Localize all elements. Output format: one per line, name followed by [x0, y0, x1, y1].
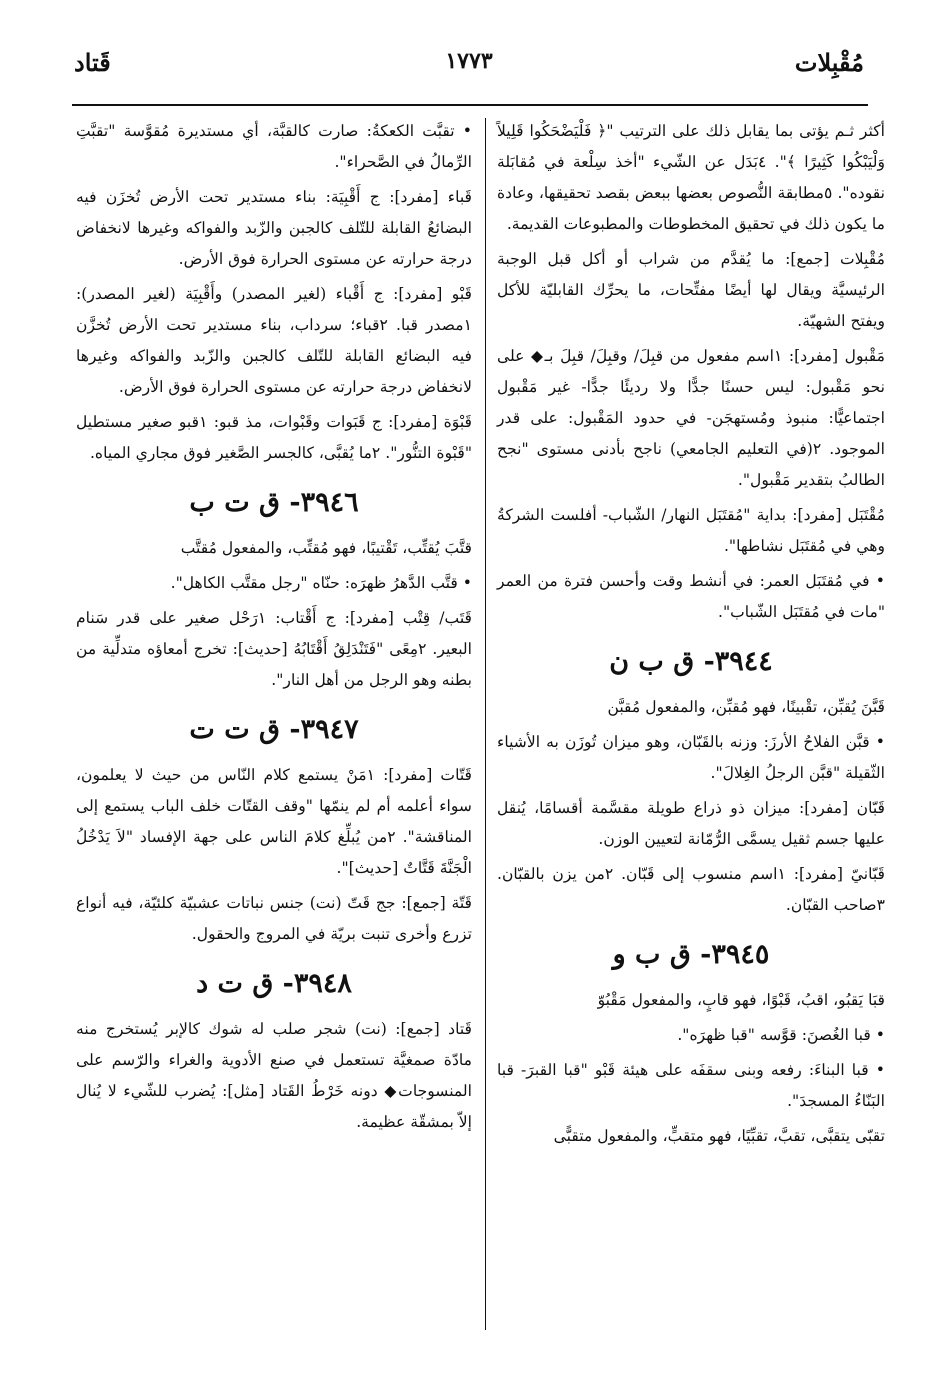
column-divider	[485, 118, 486, 1330]
root-heading: ٣٩٤٦- ق ت ب	[189, 487, 359, 518]
dictionary-entry: • في مُقتَبَل العمر: في أنشط وقت وأحسن فترة من العمر "مات في مُقتَبَل الشّباب".	[497, 572, 885, 621]
dictionary-entry: مَقْبول [مفرد]: ١اسم مفعول من قبِلَ/ وقبِلَ/ قبِلَ بـ◆ على نحو مَقْبول: ليس حسنًا جدًّا ولا رديئًا جدًّا- غير مَقْبول اجتماعيًّا: منبوذ ومُستهجَن- في حدود المَقْبول: على قدر الموجود. ٢(في التعليم الجامعي) ناجح بأدنى مستوى "نجح الطالبُ بتقدير مَقْبول".	[497, 347, 885, 489]
left-column	[76, 116, 472, 1142]
dictionary-entry: قَتّات [مفرد]: ١مَنْ يستمع كلام النّاس من حيث لا يعلمون، سواء أعلمه أم لم ينمّها "وقف القتّات خلف الباب يستمع إلى المناقشة". ٢من يُبلِّغ كلامَ الناس على جهة الإفساد "لاَ يَدْخُلُ الْجَنَّةَ قَتَّاتٌ [حديث]".	[76, 766, 472, 877]
dictionary-entry: • قبَّن الفلاحُ الأرزَ: وزنه بالقَبّان، وهو ميزان تُوزَن به الأشياء الثّقيلة "قبَّن الرجلُ الغِلالَ".	[497, 733, 885, 782]
dictionary-entry: قَتّة [جمع]: جج قَتّ (نت) جنس نباتات عشبيّة كلئيّة، فيه أنواع تزرع وأخرى تنبت بريّة في المروج والحقول.	[76, 894, 472, 943]
dictionary-entry: تقبّى يتقبَّى، تقبَّ، تقبِّيًا، فهو متقبٍّ، والمفعول متقبًّى	[553, 1127, 885, 1145]
dictionary-entry: قَتاد [جمع]: (نت) شجر صلب له شوك كالإبر يُستخرج منه مادّة صمغيَّة تستعمل في صنع الأدوية والغراء والرّسم على المنسوجات◆ دونه خَرْطُ القَتاد [مثل]: يُضرب للشّيء لا يُنال إلاّ بمشقّة عظيمة.	[76, 1020, 472, 1131]
dictionary-entry: قتَّبَ يُقتِّب، تَقْتيبًا، فهو مُقتِّب، والمفعول مُقتَّب	[180, 539, 472, 557]
dictionary-entry: قبَا يَقبُو، اقبُ، قَبْوًا، فهو قابٍ، والمفعول مَقْبُوّ	[597, 991, 885, 1009]
dictionary-entry: • قبا البناءَ: رفعه وبنى سقفَه على هيئة قَبْو "قبا القبرَ- قبا البَنّاءُ المسجدَ".	[497, 1061, 885, 1110]
root-heading: ٣٩٤٨- ق ت د	[196, 968, 352, 999]
dictionary-entry: قَبَّنَ يُقبِّن، تقْبينًا، فهو مُقبِّن، والمفعول مُقبَّن	[607, 698, 885, 716]
root-heading: ٣٩٤٧- ق ت ت	[189, 714, 359, 745]
header-rule	[72, 104, 868, 106]
root-heading: ٣٩٤٤- ق ب ن	[609, 646, 773, 677]
page-header	[74, 48, 864, 88]
header-last-word: قَتاد	[74, 48, 111, 77]
dictionary-entry: قَبْو [مفرد]: ج أَقْباء (لغير المصدر) وأَقْبِيَة (لغير المصدر): ١مصدر قبا. ٢قباء؛ سرداب، بناء مستدير تحت الأرض تُخزَّن فيه البضائع القابلة للتّلف كالجبن والزّبد والفواكه وغيرها لانخفاض درجة حرارته عن مستوى الحرارة فوق الأرض.	[76, 285, 472, 396]
dictionary-entry: • تقبَّت الكعكةُ: صارت كالقبَّة، أي مستديرة مُقوَّسة "تقبَّتِ الرِّمالُ في الصَّحراء".	[76, 122, 472, 171]
dictionary-entry: • قبا الغُصنَ: قوَّسه "قبا ظهرَه".	[677, 1026, 885, 1044]
dictionary-entry: قَبّان [مفرد]: ميزان ذو ذراع طويلة مقسَّمة أقسامًا، يُنقل عليها جسم ثقيل يسمَّى الرُّمّانة لتعيين الوزن.	[497, 799, 885, 848]
dictionary-entry: قَبّانيّ [مفرد]: ١اسم منسوب إلى قَبّان. ٢من يزن بالقبّان. ٣صاحب القبّان.	[497, 865, 885, 914]
dictionary-entry: • قتَّب الدَّهرُ ظهرَه: حنّاه "رجل مقتَّب الكاهل".	[170, 574, 472, 592]
dictionary-entry: أكثر ثـم يؤتى بما يقابل ذلك على الترتيب "﴿ فَلْيَضْحَكُوا قَلِيلاً وَلْيَبْكُوا كَثِيرًا ﴾". ٤بَدَل عن الشّيء "أخذ سِلْعة في مُقابَلة نقوده". ٥مطابقة النُّصوص بعضها ببعض بقصد تحقيقها، وعادة ما يكون ذلك في تحقيق المخطوطات والمطبوعات القديمة.	[497, 122, 885, 233]
dictionary-entry: مُقْتَبَل [مفرد]: بداية "مُقتَبَل النهار/ الشّباب- أفلست الشركةُ وهي في مُقتَبَل نشاطها".	[497, 506, 885, 555]
page-number: ١٧٧٣	[445, 48, 493, 74]
dictionary-entry: مُقْبِلات [جمع]: ما يُقدَّم من شراب أو أكل قبل الوجبة الرئيسيَّة ويقال لها أيضًا مفتِّحات، ما يحرِّك القابليّة للأكل ويفتح الشهيّة.	[497, 250, 885, 330]
dictionary-entry: قَتَب/ قِتْب [مفرد]: ج أَقْتاب: ١رَحْل صغير على قدر سَنام البعير. ٢مِعًى "فَتَنْدَلِقُ أَقْتَابُهُ [حديث]: تخرج أمعاؤه متدلِّية من بطنه وهو الرجل من أهل النار".	[76, 609, 472, 689]
dictionary-entry: قَباء [مفرد]: ج أَقْبِيَة: بناء مستدير تحت الأرض تُخزَن فيه البضائعُ القابلة للتّلف كالجبن والزّبد والفواكه وغيرها لانخفاض درجة حرارته عن مستوى الحرارة فوق الأرض.	[76, 188, 472, 268]
root-heading: ٣٩٤٥- ق ب و	[612, 939, 770, 970]
dictionary-entry: قَبْوَة [مفرد]: ج قَبَوات وقَبْوات، مذ قبو: ١قبو صغير مستطيل "قَبْوة التنُّور". ٢ما يُقبَّى، كالجسر الصَّغير فوق مجاري المياه.	[76, 413, 472, 462]
header-first-word: مُقْبِلات	[794, 48, 864, 77]
right-column	[497, 116, 885, 1156]
